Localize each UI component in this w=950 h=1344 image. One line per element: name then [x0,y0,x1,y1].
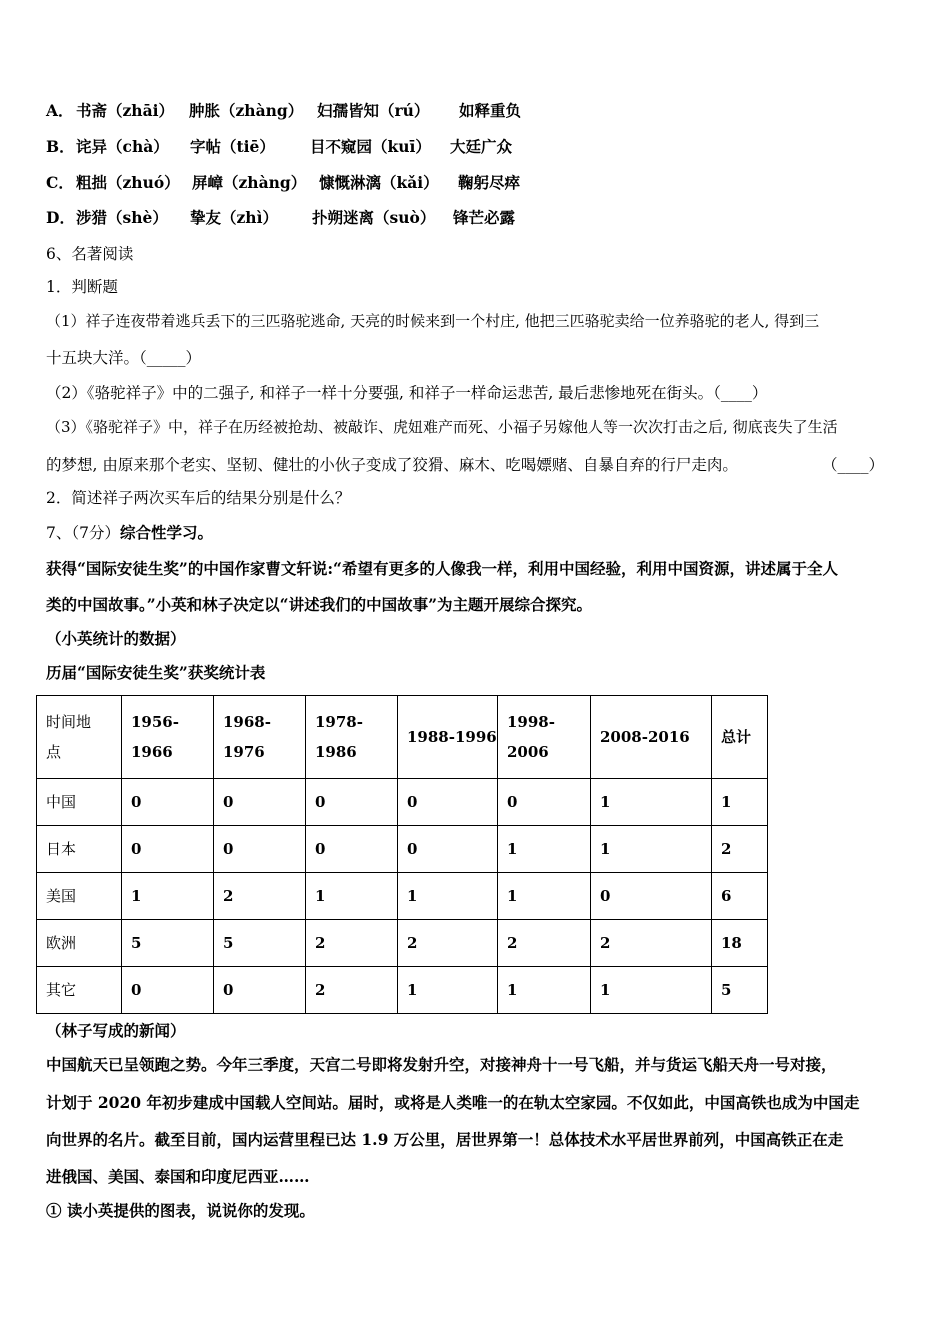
option-item: 粗拙（zhuó） [76,173,180,192]
table-cell: 2 [306,967,398,1014]
table-cell: 1 [591,826,712,873]
q6-judge1-line2: 十五块大洋。（_____） [46,349,202,367]
column-header: 1978-1986 [306,696,398,779]
option-item: 鞠躬尽瘁 [458,173,521,192]
table-cell: 2 [591,920,712,967]
table-corner-cell [37,696,122,779]
option-item: 挚友（zhì） [190,208,278,227]
row-header: 其它 [37,967,122,1014]
q7-title-bold: 综合性学习。 [119,523,213,542]
table-cell: 0 [591,873,712,920]
option-d [46,207,910,229]
q6-judge3-line2 [46,454,910,476]
option-letter: C． [46,173,74,192]
q6-sub2: 2．简述祥子两次买车后的结果分别是什么？ [46,489,351,507]
option-c [46,172,910,194]
table-cell: 1 [398,873,498,920]
q7-news-line3: 向世界的名片。截至目前，国内运营里程已达 1.9 万公里，居世界第一！总体技术水平居世界前列，中国高铁正在走 [46,1130,844,1149]
column-header: 1998-2006 [498,696,591,779]
row-header: 日本 [37,826,122,873]
table-cell: 0 [122,826,214,873]
option-letter: A． [46,101,74,120]
q6-judge3-line1: （3）《骆驼祥子》中，祥子在历经被抢劫、被敲诈、虎妞难产而死、小福子另嫁他人等一次次打击之后, 彻底丧失了生活 [46,418,838,436]
table-cell: 1 [498,967,591,1014]
q6-judge3-text: 的梦想, 由原来那个老实、坚韧、健壮的小伙子变成了狡猾、麻木、吃喝嫖赌、自暴自弃的行尸走肉。 [46,456,738,474]
option-item: 字帖（tiē） [190,137,275,156]
option-item: 目不窥园（kuī） [310,137,431,156]
table-row [37,873,768,920]
column-header: 1968-1976 [214,696,306,779]
option-item: 肿胀（zhàng） [189,101,304,120]
table-cell: 2 [214,873,306,920]
table-cell: 2 [498,920,591,967]
option-b [46,136,910,158]
table-cell: 2 [398,920,498,967]
table-cell: 5 [712,967,768,1014]
q6-judge2: （2）《骆驼祥子》中的二强子, 和祥子一样十分要强, 和祥子一样命运悲苦, 最后悲惨地死在街头。（____） [46,384,768,402]
q7-data-label: （小英统计的数据） [46,629,186,648]
table-row [37,826,768,873]
table-cell: 1 [498,873,591,920]
table-row [37,779,768,826]
q6-title: 6、名著阅读 [46,245,134,263]
table-row [37,920,768,967]
table-row [37,967,768,1014]
option-item: 诧异（chà） [76,137,169,156]
table-cell: 1 [498,826,591,873]
table-cell: 6 [712,873,768,920]
table-cell: 1 [398,967,498,1014]
option-item: 涉猎（shè） [76,208,168,227]
table-cell: 0 [214,967,306,1014]
table-cell: 0 [498,779,591,826]
option-item: 书斋（zhāi） [76,101,175,120]
row-header: 美国 [37,873,122,920]
table-cell: 2 [712,826,768,873]
option-item: 锋芒必露 [453,208,516,227]
q7-intro-line2: 类的中国故事。”小英和林子决定以“讲述我们的中国故事”为主题开展综合探究。 [46,595,592,614]
column-header: 2008-2016 [591,696,712,779]
table-cell: 1 [122,873,214,920]
q7-news-line1: 中国航天已呈领跑之势。今年三季度，天宫二号即将发射升空，对接神舟十一号飞船，并与货运飞船天舟一号对接， [46,1055,837,1074]
q7-news-label: （林子写成的新闻） [46,1021,186,1040]
corner-line1: 时间地 [46,713,92,731]
option-letter: D． [46,208,75,227]
table-cell: 0 [398,826,498,873]
table-cell: 1 [712,779,768,826]
table-cell: 1 [306,873,398,920]
option-item: 如释重负 [459,101,522,120]
table-cell: 2 [306,920,398,967]
table-cell: 18 [712,920,768,967]
option-letter: B． [46,137,75,156]
table-cell: 0 [122,779,214,826]
answer-blank: （____） [822,456,885,474]
award-statistics-table [36,695,768,1014]
q7-news-line4: 进俄国、美国、泰国和印度尼西亚…… [46,1167,310,1186]
table-cell: 1 [591,779,712,826]
q6-sub1: 1．判断题 [46,278,118,296]
table-cell: 0 [398,779,498,826]
q7-table-title: 历届“国际安徒生奖”获奖统计表 [46,663,266,682]
table-header-row [37,696,768,779]
q7-task1: ① 读小英提供的图表，说说你的发现。 [46,1201,315,1220]
table-cell: 5 [214,920,306,967]
q7-title [46,522,910,544]
q7-title-prefix: 7、（7分） [46,524,120,542]
column-header: 1988-1996 [398,696,498,779]
q7-news-line2: 计划于 2020 年初步建成中国载人空间站。届时，或将是人类唯一的在轨太空家园。不仅如此，中国高铁也成为中国走 [46,1093,860,1112]
table-cell: 0 [214,826,306,873]
column-header: 1956-1966 [122,696,214,779]
option-a [46,100,910,122]
table-cell: 0 [306,826,398,873]
row-header: 欧洲 [37,920,122,967]
q7-intro-line1: 获得“国际安徒生奖”的中国作家曹文轩说:“希望有更多的人像我一样，利用中国经验，利用中国资源，讲述属于全人 [46,559,838,578]
option-item: 妇孺皆知（rú） [317,101,430,120]
q6-judge1-line1: （1）祥子连夜带着逃兵丢下的三匹骆驼逃命, 天亮的时候来到一个村庄, 他把三匹骆驼卖给一位养骆驼的老人, 得到三 [46,312,820,330]
table-cell: 0 [122,967,214,1014]
column-header: 总计 [712,696,768,779]
table-cell: 5 [122,920,214,967]
option-item: 扑朔迷离（suò） [312,208,436,227]
table-cell: 0 [306,779,398,826]
option-item: 屏嶂（zhàng） [192,173,307,192]
option-item: 慷慨淋漓（kǎi） [319,173,439,192]
table-cell: 1 [591,967,712,1014]
table-cell: 0 [214,779,306,826]
option-item: 大廷广众 [450,137,513,156]
corner-line2: 点 [46,743,62,761]
row-header: 中国 [37,779,122,826]
